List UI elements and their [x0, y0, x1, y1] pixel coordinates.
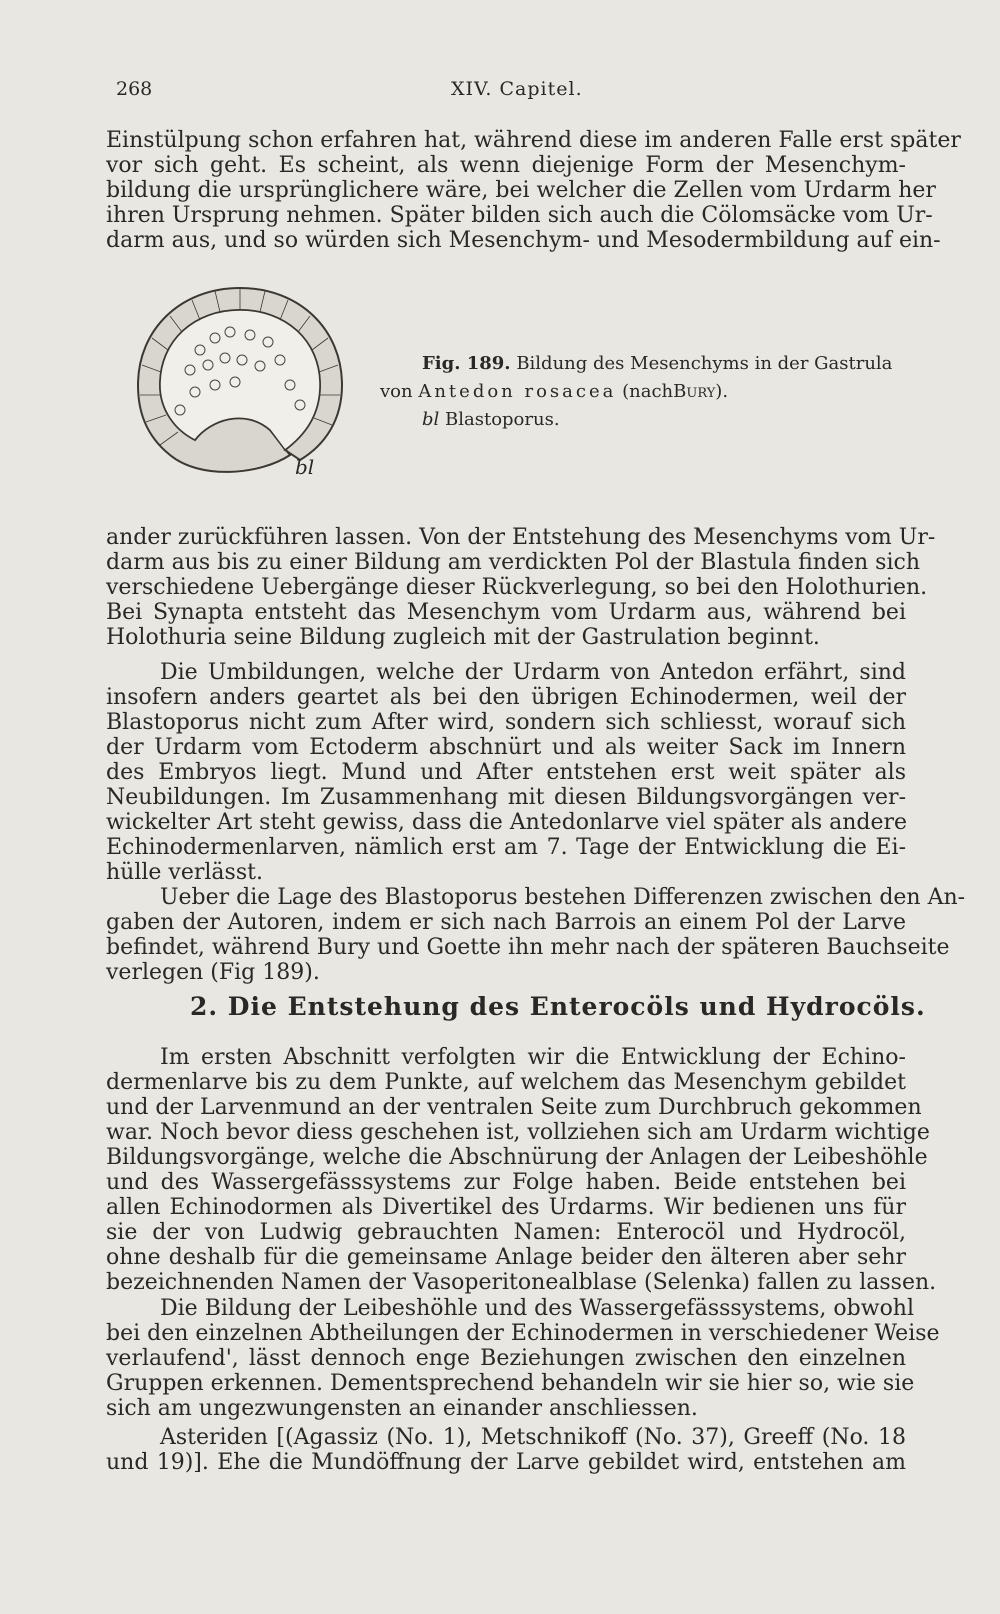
text-line: Holothuria seine Bildung zugleich mit der Gastrulation beginnt. [106, 625, 820, 650]
text-line: Neubildungen. Im Zusammenhang mit diesen Bildungsvorgängen ver- [106, 785, 906, 810]
text-line: ihren Ursprung nehmen. Später bilden sich auch die Cölomsäcke vom Ur- [106, 203, 933, 228]
paragraph-4 [106, 885, 966, 985]
text-line: verlaufend', lässt dennoch enge Beziehungen zwischen den einzelnen [106, 1346, 906, 1371]
caption-species: Antedon rosacea [418, 381, 617, 402]
paragraph-6 [106, 1296, 940, 1421]
text-line: Ueber die Lage des Blastoporus bestehen Differenzen zwischen den An- [160, 885, 966, 910]
text-line: und des Wassergefässsystems zur Folge haben. Beide entstehen bei [106, 1170, 906, 1195]
text-line: Die Umbildungen, welche der Urdarm von Antedon erfährt, sind [160, 660, 906, 685]
text-line: war. Noch bevor diess geschehen ist, vollziehen sich am Urdarm wichtige [106, 1120, 930, 1145]
text-line: Bei Synapta entsteht das Mesenchym vom Urdarm aus, während bei [106, 600, 906, 625]
text-line: Bildungsvorgänge, welche die Abschnürung der Anlagen der Leibeshöhle [106, 1145, 928, 1170]
caption-abbr: bl [422, 409, 440, 430]
text-line: Im ersten Abschnitt verfolgten wir die Entwicklung der Echino- [160, 1045, 906, 1070]
text-line: vor sich geht. Es scheint, als wenn diejenige Form der Mesenchym- [106, 153, 906, 178]
caption-text: ). [715, 381, 729, 402]
text-line: insofern anders geartet als bei den übrigen Echinodermen, weil der [106, 685, 906, 710]
caption-abbr-meaning: Blastoporus. [445, 409, 560, 430]
text-line: Einstülpung schon erfahren hat, während diese im anderen Falle erst später [106, 128, 961, 153]
text-line: Gruppen erkennen. Dementsprechend behandeln wir sie hier so, wie sie [106, 1371, 915, 1396]
page-number: 268 [116, 78, 153, 100]
paragraph-1 [106, 128, 961, 253]
text-line: bezeichnenden Namen der Vasoperitonealblase (Selenka) fallen zu lassen. [106, 1270, 937, 1295]
text-line: darm aus bis zu einer Bildung am verdickten Pol der Blastula finden sich [106, 550, 920, 575]
text-line: und 19)]. Ehe die Mundöffnung der Larve gebildet wird, entstehen am [106, 1450, 906, 1475]
caption-author: Bury [673, 381, 716, 402]
figure-caption [380, 350, 910, 434]
figure-label-bl: bl [295, 455, 315, 479]
text-line: Die Bildung der Leibeshöhle und des Wassergefässsystems, obwohl [160, 1296, 915, 1321]
running-head: XIV. Capitel. [451, 78, 583, 100]
text-line: verschiedene Uebergänge dieser Rückverlegung, so bei den Holothurien. [106, 575, 928, 600]
text-line: bildung die ursprünglichere wäre, bei welcher die Zellen vom Urdarm her [106, 178, 936, 203]
paragraph-2 [106, 525, 936, 650]
gastrula-illustration [130, 280, 350, 490]
text-line: Blastoporus nicht zum After wird, sondern sich schliesst, worauf sich [106, 710, 906, 735]
figure-number: Fig. 189. [422, 353, 511, 374]
text-line: der Urdarm vom Ectoderm abschnürt und als weiter Sack im Innern [106, 735, 906, 760]
caption-text: (nach [622, 381, 674, 402]
paragraph-7 [106, 1425, 906, 1475]
text-line: dermenlarve bis zu dem Punkte, auf welchem das Mesenchym gebildet [106, 1070, 906, 1095]
text-line: bei den einzelnen Abtheilungen der Echinodermen in verschiedener Weise [106, 1321, 940, 1346]
text-line: und der Larvenmund an der ventralen Seite zum Durchbruch gekommen [106, 1095, 922, 1120]
paragraph-5 [106, 1045, 937, 1295]
text-line: allen Echinodormen als Divertikel des Urdarms. Wir bedienen uns für [106, 1195, 906, 1220]
paragraph-3 [106, 660, 906, 885]
text-line: sie der von Ludwig gebrauchten Namen: Enterocöl und Hydrocöl, [106, 1220, 906, 1245]
text-line: ohne deshalb für die gemeinsame Anlage beider den älteren aber sehr [106, 1245, 906, 1270]
text-line: darm aus, und so würden sich Mesenchym- und Mesodermbildung auf ein- [106, 228, 941, 253]
text-line: befindet, während Bury und Goette ihn mehr nach der späteren Bauchseite [106, 935, 950, 960]
page-header [116, 78, 906, 108]
text-line: hülle verlässt. [106, 860, 263, 885]
text-line: des Embryos liegt. Mund und After entstehen erst weit später als [106, 760, 906, 785]
text-line: sich am ungezwungensten an einander anschliessen. [106, 1396, 698, 1421]
section-heading: 2. Die Entstehung des Enterocöls und Hydrocöls. [190, 992, 926, 1021]
text-line: wickelter Art steht gewiss, dass die Antedonlarve viel später als andere [106, 810, 908, 835]
text-line: Echinodermenlarven, nämlich erst am 7. Tage der Entwicklung die Ei- [106, 835, 906, 860]
text-line: verlegen (Fig 189). [106, 960, 320, 985]
text-line: ander zurückführen lassen. Von der Entstehung des Mesenchyms vom Ur- [106, 525, 936, 550]
caption-text: Bildung des Mesenchyms in der Gastrula [516, 353, 893, 374]
text-line: Asteriden [(Agassiz (No. 1), Metschnikoff (No. 37), Greeff (No. 18 [160, 1425, 906, 1450]
text-line: gaben der Autoren, indem er sich nach Barrois an einem Pol der Larve [106, 910, 906, 935]
caption-text: von [380, 381, 413, 402]
